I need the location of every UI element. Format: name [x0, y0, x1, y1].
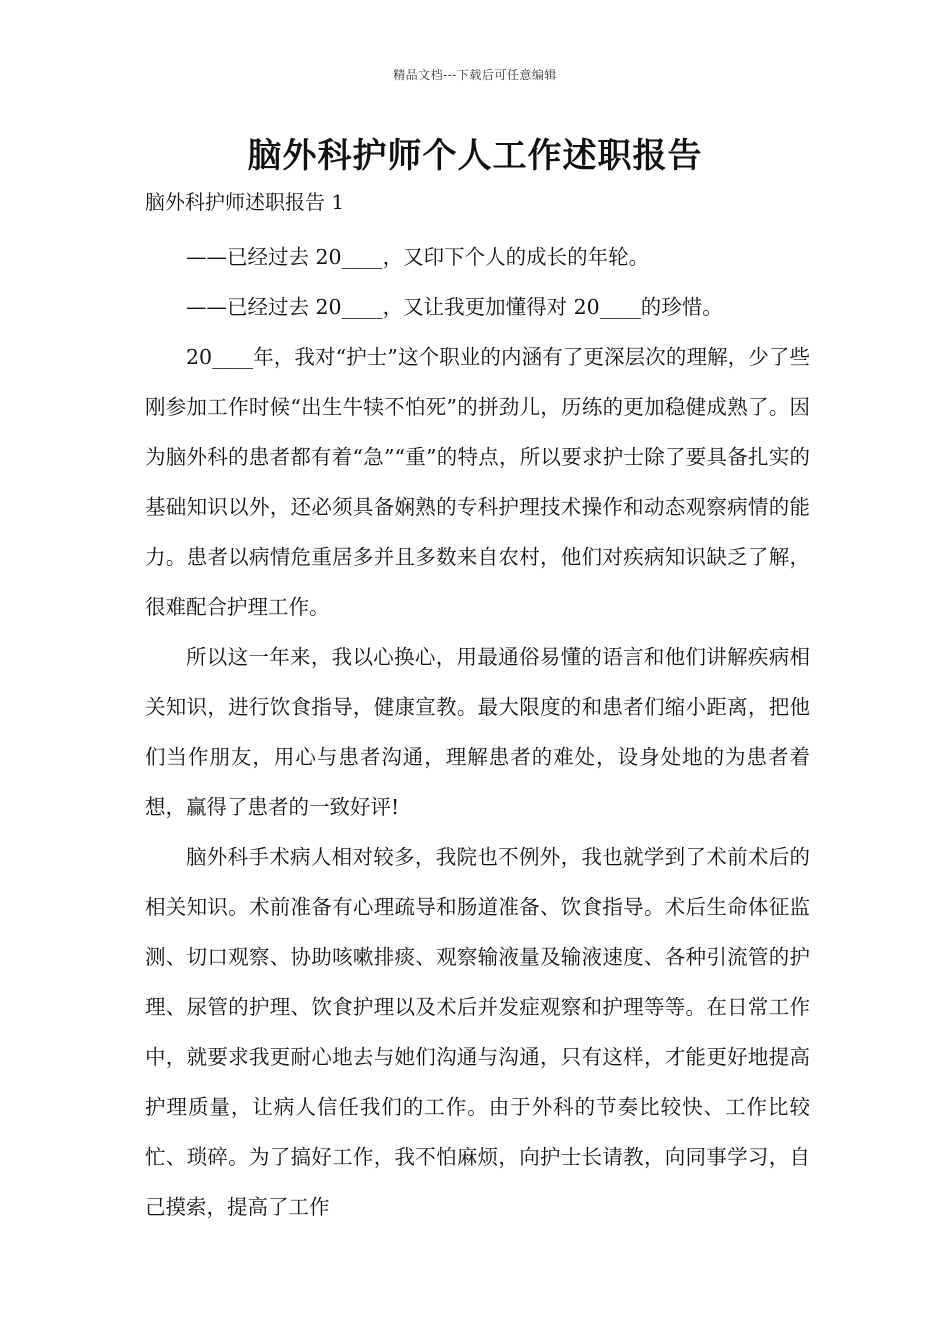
header-note: 精品文档---下载后可任意编辑 — [393, 68, 557, 82]
document-title: 脑外科护师个人工作述职报告 — [247, 136, 703, 176]
paragraph-5: 脑外科手术病人相对较多，我院也不例外，我也就学到了术前术后的相关知识。术前准备有心理疏导和肠道准备、饮食指导。术后生命体征监测、切口观察、协助咳嗽排痰、观察输液量及输液速度、各种引流管的护理、尿管的护理、饮食护理以及术后并发症观察和护理等等。在日常工作中，就要求我更耐心地去与她们沟通与沟通，只有这样，才能更好地提高护理质量，让病人信任我们的工作。由于外科的节奏比较快、工作比较忙、琐碎。为了搞好工作，我不怕麻烦，向护士长请教，向同事学习，自己摸索，提高了工作 — [145, 845, 810, 1219]
paragraph-3: 20____年，我对“护士”这个职业的内涵有了更深层次的理解，少了些刚参加工作时候“出生牛犊不怕死”的拼劲儿，历练的更加稳健成熟了。因为脑外科的患者都有着“急”“重”的特点，所以要求护士除了要具备扎实的基础知识以外，还必须具备娴熟的专科护理技术操作和动态观察病情的能力。患者以病情危重居多并且多数来自农村，他们对疾病知识缺乏了解，很难配合护理工作。 — [145, 345, 810, 619]
paragraph-1: ——已经过去 20____，又印下个人的成长的年轮。 — [186, 245, 650, 269]
document-body — [145, 232, 810, 1232]
paragraph-4: 所以这一年来，我以心换心，用最通俗易懂的语言和他们讲解疾病相关知识，进行饮食指导，健康宣教。最大限度的和患者们缩小距离，把他们当作朋友，用心与患者沟通，理解患者的难处，设身处地的为患者着想，赢得了患者的一致好评! — [145, 645, 810, 819]
section-subtitle: 脑外科护师述职报告 1 — [145, 190, 345, 214]
paragraph-2: ——已经过去 20____，又让我更加懂得对 20____的珍惜。 — [186, 295, 723, 319]
